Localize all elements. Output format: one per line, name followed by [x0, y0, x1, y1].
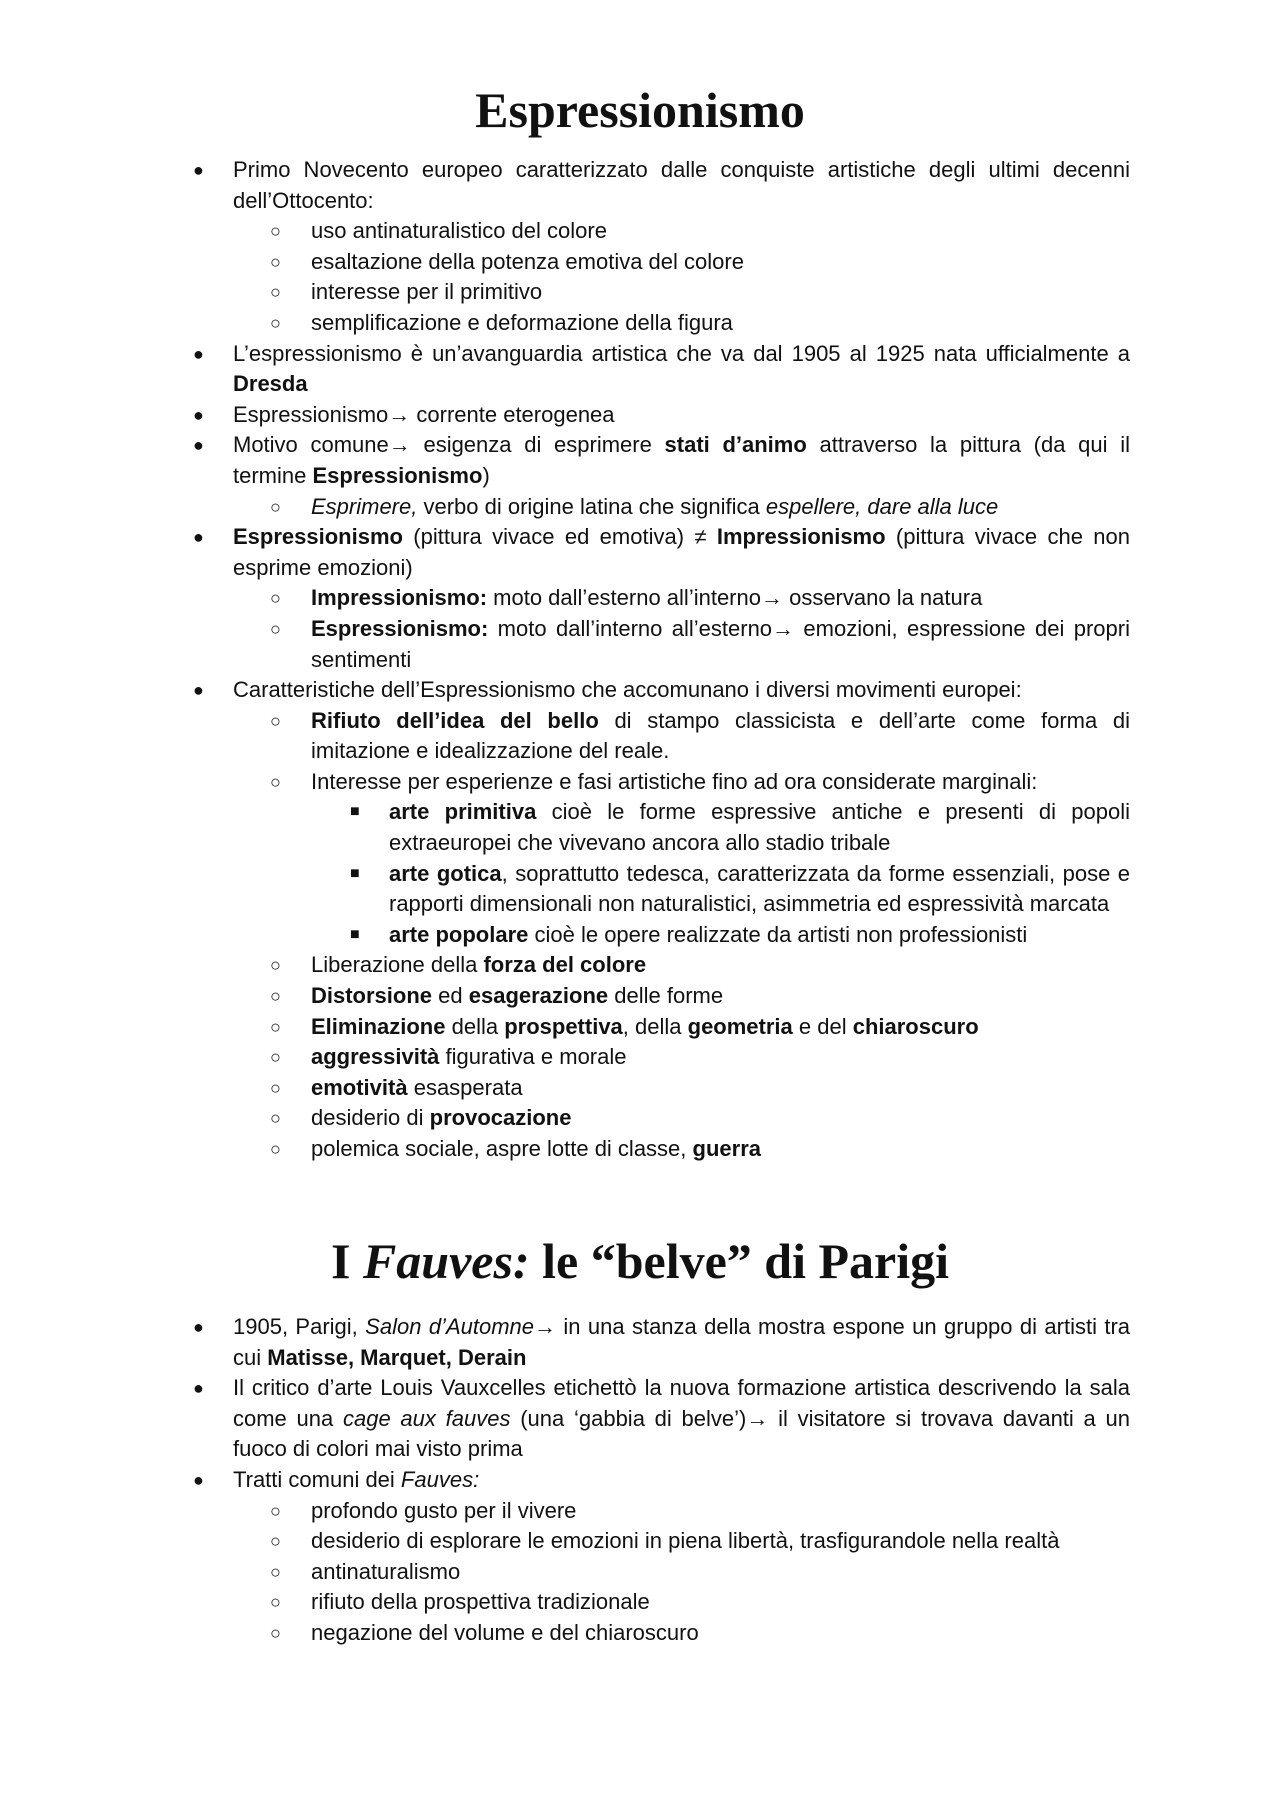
- bullet-dot-icon: ●: [193, 680, 204, 701]
- list-subsubitem: ■ arte popolare cioè le opere realizzate da artisti non professionisti: [0, 920, 1130, 951]
- list-subitem: ○ semplificazione e deformazione della figura: [0, 308, 1130, 339]
- bullet-circle-icon: ○: [270, 221, 281, 242]
- bullet-circle-icon: ○: [270, 986, 281, 1007]
- bullet-circle-icon: ○: [270, 771, 281, 792]
- bullet-dot-icon: ●: [193, 1317, 204, 1337]
- list-subitem: ○ uso antinaturalistico del colore: [0, 216, 1130, 247]
- section-title: I Fauves: le “belve” di Parigi: [330, 1233, 949, 1289]
- bullet-circle-icon: ○: [270, 1531, 281, 1552]
- list-item: ● 1905, Parigi, Salon d’Automne→ in una stanza della mostra espone un gruppo di artisti tra cui Matisse, Marquet, Derain: [193, 1314, 1131, 1370]
- bullet-circle-icon: ○: [270, 588, 281, 609]
- list-subitem: ○ desiderio di esplorare le emozioni in piena libertà, trasfigurandole nella realtà: [0, 1526, 1130, 1557]
- bullet-circle-icon: ○: [270, 618, 281, 639]
- bullet-dot-icon: ●: [193, 343, 204, 364]
- list-subitem: ○ aggressività figurativa e morale: [0, 1042, 1130, 1073]
- list-subitem: ○ Espressionismo: moto dall’interno all’esterno→ emozioni, espressione dei propri sentimenti: [270, 615, 1130, 672]
- bullet-circle-icon: ○: [270, 496, 281, 517]
- fauves-list: [0, 1312, 1280, 1649]
- list-subitem: ○ interesse per il primitivo: [0, 277, 1130, 308]
- bullet-square-icon: ■: [350, 803, 360, 821]
- list-subitem: ○ desiderio di provocazione: [0, 1103, 1130, 1134]
- bullet-circle-icon: ○: [270, 1592, 281, 1613]
- bullet-circle-icon: ○: [270, 251, 281, 272]
- list-item: ● Primo Novecento europeo caratterizzato dalle conquiste artistiche degli ultimi decenni dell’Ottocento:: [193, 157, 1130, 213]
- bullet-dot-icon: ●: [193, 1469, 204, 1490]
- bullet-circle-icon: ○: [270, 1622, 281, 1643]
- list-subitem: ○ Distorsione ed esagerazione delle forme: [0, 981, 1130, 1012]
- bullet-circle-icon: ○: [270, 710, 281, 731]
- bullet-square-icon: ■: [350, 925, 360, 943]
- page-title: Espressionismo: [475, 82, 805, 138]
- bullet-dot-icon: ●: [193, 160, 204, 180]
- bullet-circle-icon: ○: [270, 1561, 281, 1582]
- list-subsubitem: ■ arte primitiva cioè le forme espressive antiche e presenti di popoli extraeuropei che vivevano ancora allo stadio tribale: [350, 799, 1131, 856]
- bullet-circle-icon: ○: [270, 1047, 281, 1068]
- bullet-circle-icon: ○: [270, 282, 281, 303]
- bullet-circle-icon: ○: [270, 1077, 281, 1098]
- list-subitem: ○ Rifiuto dell’idea del bello di stampo classicista e dell’arte come forma di imitazione e idealizzazione del reale.: [270, 707, 1130, 764]
- list-subitem: ○ emotività esasperata: [0, 1073, 1130, 1104]
- bullet-dot-icon: ●: [193, 404, 204, 425]
- list-subitem: ○ profondo gusto per il vivere: [0, 1496, 1130, 1527]
- list-subitem: ○ negazione del volume e del chiaroscuro: [0, 1618, 1130, 1649]
- list-item: ● Motivo comune→ esigenza di esprimere stati d’animo attraverso la pittura (da qui il termine Espressionismo): [193, 432, 1130, 488]
- expressionism-list: [0, 155, 1280, 1165]
- list-item: ● Espressionismo→ corrente eterogenea: [0, 400, 1130, 431]
- list-subitem: ○ Esprimere, verbo di origine latina che significa espellere, dare alla luce: [0, 492, 1130, 523]
- list-subitem: ○ rifiuto della prospettiva tradizionale: [0, 1587, 1130, 1618]
- bullet-circle-icon: ○: [270, 955, 281, 976]
- list-subitem: ○ polemica sociale, aspre lotte di classe, guerra: [0, 1134, 1130, 1165]
- list-subsubitem: ■ arte gotica, soprattutto tedesca, caratterizzata da forme essenziali, pose e rapporti dimensionali non naturalistici, asimmetria ed espressività marcata: [350, 860, 1131, 917]
- bullet-circle-icon: ○: [270, 1108, 281, 1129]
- list-item: ● Il critico d’arte Louis Vauxcelles etichettò la nuova formazione artistica descrivendo la sala come una cage aux fauves (una ‘gabbia di belve’)→ il visitatore si trovava davanti a un fuoco di colori mai visto prima: [193, 1375, 1130, 1462]
- list-subitem: ○ esaltazione della potenza emotiva del colore: [0, 247, 1130, 278]
- bullet-dot-icon: ●: [193, 1378, 204, 1399]
- list-subitem: ○ Liberazione della forza del colore: [0, 950, 1130, 981]
- list-item: ● L’espressionismo è un’avanguardia artistica che va dal 1905 al 1925 nata ufficialmente a Dresda: [193, 340, 1130, 397]
- list-item: ● Caratteristiche dell’Espressionismo che accomunano i diversi movimenti europei:: [0, 675, 1130, 706]
- list-subitem: ○ Interesse per esperienze e fasi artistiche fino ad ora considerate marginali:: [0, 767, 1130, 798]
- bullet-circle-icon: ○: [270, 1500, 281, 1521]
- bullet-circle-icon: ○: [270, 1139, 281, 1159]
- bullet-dot-icon: ●: [193, 527, 204, 548]
- bullet-circle-icon: ○: [270, 312, 281, 333]
- list-subitem: ○ Eliminazione della prospettiva, della geometria e del chiaroscuro: [0, 1012, 1130, 1043]
- bullet-square-icon: ■: [350, 864, 360, 882]
- list-subitem: ○ Impressionismo: moto dall’esterno all’interno→ osservano la natura: [0, 583, 1130, 614]
- list-subitem: ○ antinaturalismo: [0, 1557, 1130, 1588]
- list-item: ● Espressionismo (pittura vivace ed emotiva) ≠ Impressionismo (pittura vivace che non esprime emozioni): [193, 524, 1130, 580]
- list-item: ● Tratti comuni dei Fauves:: [0, 1465, 1130, 1496]
- bullet-circle-icon: ○: [270, 1016, 281, 1037]
- bullet-dot-icon: ●: [193, 435, 204, 456]
